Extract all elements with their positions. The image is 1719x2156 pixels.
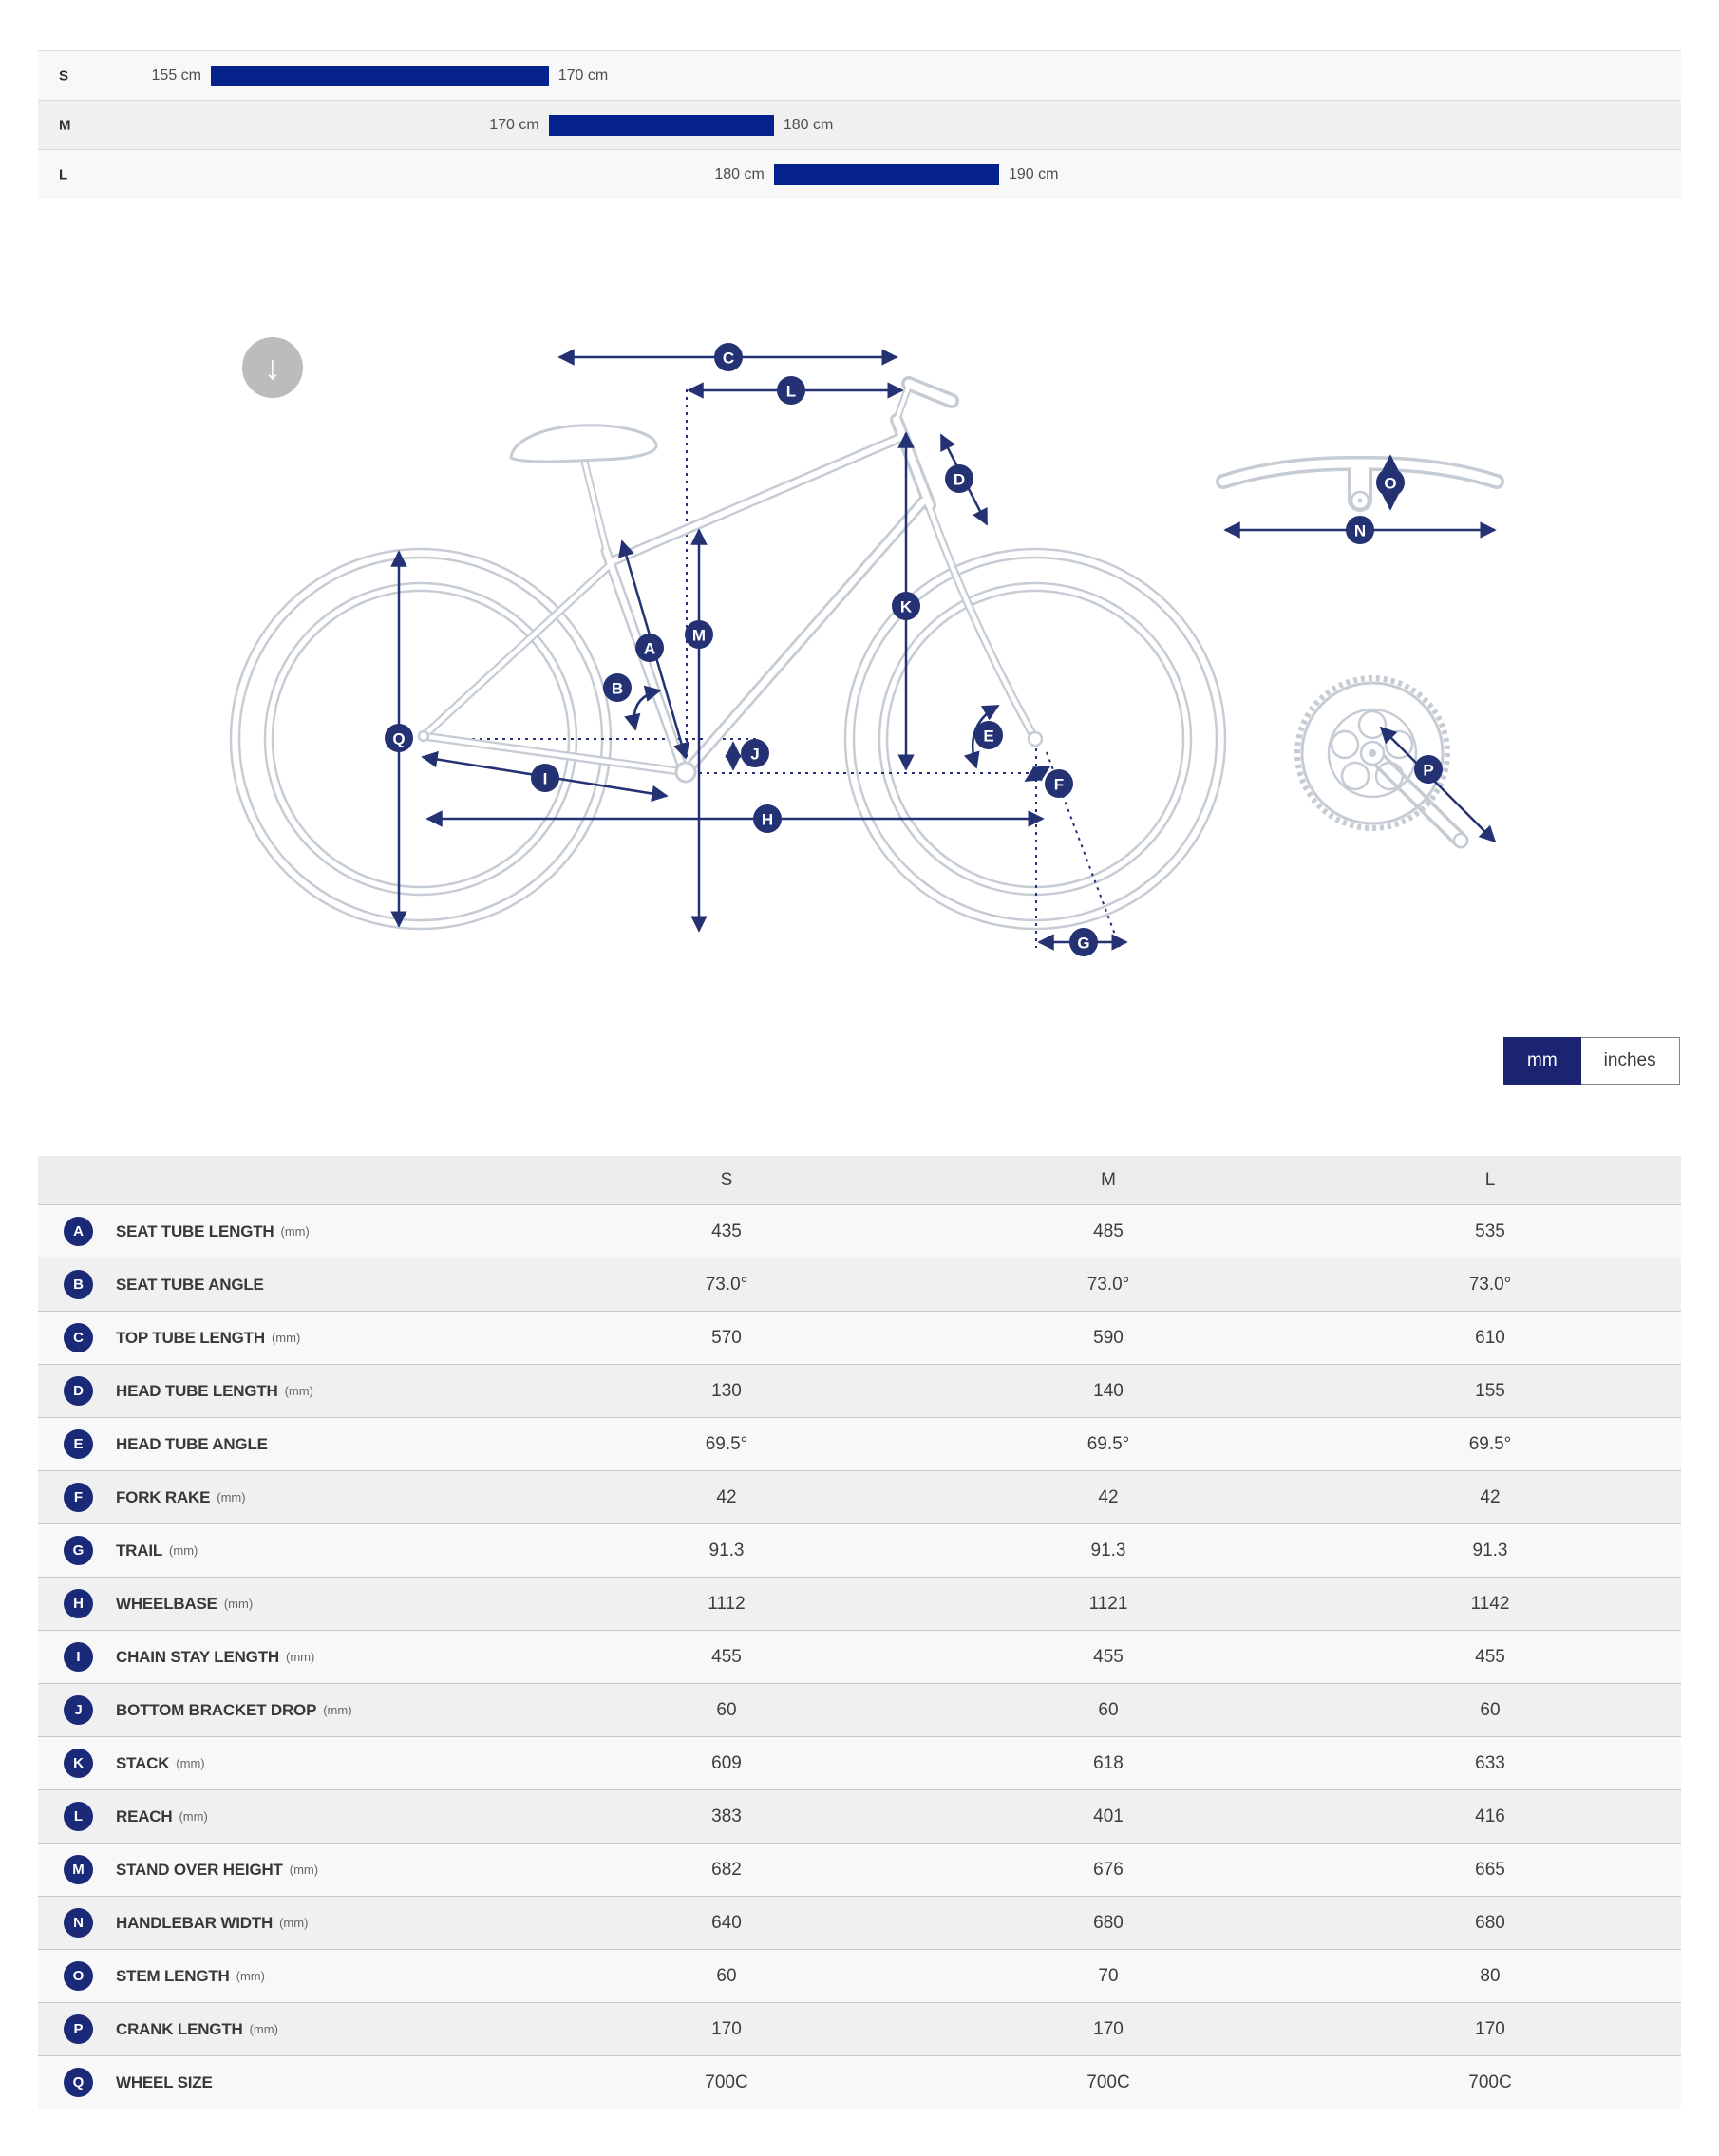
- value-H-m: 1121: [1088, 1593, 1128, 1614]
- diagram-label-C: [714, 343, 743, 371]
- diagram-label-F: [1045, 769, 1073, 798]
- size-label: M: [59, 117, 71, 133]
- value-G-s: 91.3: [708, 1540, 745, 1560]
- column-header-l: L: [1484, 1169, 1496, 1190]
- row-label-cell: [38, 1802, 536, 1831]
- column-header-s: S: [720, 1169, 733, 1190]
- row-label-cell: [38, 2068, 536, 2097]
- table-row-P: [38, 2003, 1681, 2056]
- svg-text:C: C: [722, 349, 735, 368]
- row-unit: (mm): [284, 1384, 313, 1398]
- value-J-m: 60: [1098, 1699, 1119, 1720]
- row-label-cell: [38, 1855, 536, 1884]
- diagram-label-E: [974, 721, 1003, 749]
- svg-text:Q: Q: [392, 729, 406, 748]
- range-from-label: 155 cm: [151, 66, 201, 84]
- value-J-l: 60: [1480, 1699, 1501, 1720]
- row-letter-badge: P: [64, 2014, 93, 2044]
- row-label: REACH: [116, 1806, 173, 1825]
- diagram-label-N: [1346, 516, 1374, 544]
- svg-text:P: P: [1423, 761, 1434, 780]
- row-unit: (mm): [271, 1331, 301, 1345]
- row-letter-badge: G: [64, 1536, 93, 1565]
- rider-height-section: [38, 50, 1681, 199]
- unit-option-inches[interactable]: inches: [1581, 1037, 1680, 1085]
- value-I-m: 455: [1093, 1646, 1124, 1667]
- row-letter-badge: I: [64, 1642, 93, 1672]
- row-label-cell: [38, 1908, 536, 1938]
- range-to-label: 190 cm: [1008, 165, 1059, 182]
- rider-height-row-m: [38, 101, 1681, 150]
- height-range-bar: [151, 66, 609, 86]
- range-from-label: 180 cm: [714, 165, 765, 182]
- row-letter-badge: L: [64, 1802, 93, 1831]
- value-O-m: 70: [1098, 1965, 1119, 1986]
- row-label-cell: [38, 1589, 536, 1618]
- table-row-A: [38, 1205, 1681, 1258]
- value-I-l: 455: [1475, 1646, 1505, 1667]
- row-letter-badge: H: [64, 1589, 93, 1618]
- table-row-D: [38, 1365, 1681, 1418]
- column-header-m: M: [1101, 1169, 1116, 1190]
- row-label: STAND OVER HEIGHT: [116, 1860, 283, 1879]
- value-Q-s: 700C: [705, 2071, 748, 2092]
- row-label: WHEELBASE: [116, 1594, 217, 1613]
- table-row-B: [38, 1258, 1681, 1312]
- svg-text:G: G: [1077, 934, 1090, 953]
- value-H-l: 1142: [1470, 1593, 1510, 1614]
- value-C-m: 590: [1093, 1327, 1124, 1348]
- table-row-F: [38, 1471, 1681, 1524]
- row-label-cell: [38, 2014, 536, 2044]
- row-label: CHAIN STAY LENGTH: [116, 1647, 279, 1666]
- row-letter-badge: B: [64, 1270, 93, 1299]
- range-to-label: 180 cm: [783, 116, 834, 133]
- geometry-table: [38, 1156, 1681, 2109]
- row-unit: (mm): [249, 2022, 278, 2036]
- table-row-H: [38, 1578, 1681, 1631]
- row-unit: (mm): [280, 1224, 310, 1239]
- table-row-C: [38, 1312, 1681, 1365]
- row-unit: (mm): [289, 1863, 319, 1877]
- value-D-l: 155: [1475, 1380, 1505, 1401]
- table-header-row: [38, 1156, 1681, 1205]
- diagram-label-P: [1414, 755, 1443, 784]
- diagram-label-D: [945, 464, 973, 493]
- row-label: TRAIL: [116, 1541, 163, 1560]
- value-A-m: 485: [1093, 1220, 1124, 1241]
- size-label: S: [59, 67, 69, 84]
- table-row-Q: [38, 2056, 1681, 2109]
- geometry-diagram: [142, 313, 1577, 997]
- row-label-cell: [38, 1642, 536, 1672]
- svg-text:O: O: [1384, 474, 1397, 493]
- unit-option-mm[interactable]: mm: [1503, 1037, 1581, 1085]
- value-B-s: 73.0°: [705, 1274, 748, 1295]
- row-label: HEAD TUBE ANGLE: [116, 1434, 268, 1453]
- row-label-cell: [38, 1961, 536, 1991]
- row-label-cell: [38, 1483, 536, 1512]
- svg-text:E: E: [983, 727, 994, 746]
- row-letter-badge: J: [64, 1695, 93, 1725]
- value-K-m: 618: [1093, 1752, 1124, 1773]
- value-F-l: 42: [1480, 1486, 1501, 1507]
- table-row-E: [38, 1418, 1681, 1471]
- diagram-label-H: [753, 804, 782, 833]
- value-O-s: 60: [716, 1965, 737, 1986]
- row-label: HEAD TUBE LENGTH: [116, 1381, 278, 1400]
- row-unit: (mm): [179, 1809, 208, 1824]
- row-label-cell: [38, 1270, 536, 1299]
- value-G-l: 91.3: [1472, 1540, 1508, 1560]
- table-row-I: [38, 1631, 1681, 1684]
- row-letter-badge: O: [64, 1961, 93, 1991]
- value-D-s: 130: [711, 1380, 742, 1401]
- value-F-s: 42: [716, 1486, 737, 1507]
- diagram-label-O: [1376, 468, 1405, 497]
- row-letter-badge: C: [64, 1323, 93, 1352]
- row-label: SEAT TUBE LENGTH: [116, 1221, 274, 1240]
- row-letter-badge: M: [64, 1855, 93, 1884]
- table-row-L: [38, 1790, 1681, 1844]
- svg-text:D: D: [953, 470, 966, 489]
- value-A-l: 535: [1475, 1220, 1505, 1241]
- value-P-m: 170: [1093, 2018, 1124, 2039]
- scroll-down-button[interactable]: [242, 337, 303, 398]
- row-label: TOP TUBE LENGTH: [116, 1328, 265, 1347]
- row-letter-badge: F: [64, 1483, 93, 1512]
- unit-toggle: [1503, 1037, 1680, 1085]
- value-H-s: 1112: [708, 1593, 746, 1614]
- value-D-m: 140: [1093, 1380, 1124, 1401]
- row-label-cell: [38, 1376, 536, 1406]
- down-arrow-icon: ↓: [264, 348, 281, 387]
- value-O-l: 80: [1480, 1965, 1501, 1986]
- row-letter-badge: A: [64, 1217, 93, 1246]
- value-N-l: 680: [1475, 1912, 1505, 1933]
- value-E-m: 69.5°: [1086, 1433, 1130, 1454]
- row-label: STEM LENGTH: [116, 1966, 230, 1985]
- diagram-label-Q: [385, 724, 413, 752]
- row-unit: (mm): [223, 1597, 254, 1611]
- diagram-label-I: [531, 764, 559, 792]
- row-unit: (mm): [285, 1650, 315, 1664]
- row-letter-badge: K: [64, 1749, 93, 1778]
- value-P-s: 170: [711, 2018, 742, 2039]
- component-details: [419, 426, 1467, 847]
- wheels: [231, 549, 1225, 929]
- value-G-m: 91.3: [1090, 1540, 1126, 1560]
- value-C-s: 570: [711, 1327, 742, 1348]
- row-label: SEAT TUBE ANGLE: [116, 1275, 264, 1294]
- diagram-label-K: [892, 592, 920, 620]
- row-label: STACK: [116, 1753, 170, 1772]
- diagram-label-B: [603, 673, 632, 702]
- row-unit: (mm): [176, 1756, 205, 1770]
- bike-geometry-artwork: [142, 313, 1577, 997]
- value-L-m: 401: [1093, 1806, 1124, 1826]
- diagram-label-G: [1069, 928, 1098, 956]
- row-letter-badge: E: [64, 1429, 93, 1459]
- row-unit: (mm): [217, 1490, 246, 1504]
- svg-text:B: B: [611, 679, 624, 698]
- row-label: FORK RAKE: [116, 1487, 211, 1506]
- value-F-m: 42: [1098, 1486, 1119, 1507]
- value-K-l: 633: [1475, 1752, 1505, 1773]
- row-unit: (mm): [279, 1916, 309, 1930]
- table-row-N: [38, 1897, 1681, 1950]
- row-unit: (mm): [169, 1543, 198, 1558]
- row-letter-badge: D: [64, 1376, 93, 1406]
- value-J-s: 60: [716, 1699, 737, 1720]
- svg-text:N: N: [1353, 521, 1367, 540]
- value-N-s: 640: [711, 1912, 742, 1933]
- row-label-cell: [38, 1217, 536, 1246]
- row-label: CRANK LENGTH: [116, 2019, 243, 2038]
- row-label: WHEEL SIZE: [116, 2072, 213, 2091]
- diagram-label-M: [685, 620, 713, 649]
- height-range-bar: [489, 115, 834, 136]
- value-P-l: 170: [1475, 2018, 1505, 2039]
- svg-text:F: F: [1053, 775, 1065, 794]
- value-C-l: 610: [1475, 1327, 1505, 1348]
- table-row-G: [38, 1524, 1681, 1578]
- row-letter-badge: N: [64, 1908, 93, 1938]
- range-to-label: 170 cm: [557, 66, 609, 84]
- table-row-O: [38, 1950, 1681, 2003]
- svg-text:L: L: [785, 382, 797, 401]
- value-Q-l: 700C: [1468, 2071, 1512, 2092]
- rider-height-row-s: [38, 51, 1681, 101]
- value-N-m: 680: [1093, 1912, 1124, 1933]
- svg-text:H: H: [761, 810, 774, 829]
- table-row-K: [38, 1737, 1681, 1790]
- row-unit: (mm): [236, 1969, 265, 1983]
- value-M-s: 682: [711, 1859, 742, 1880]
- diagram-label-J: [741, 739, 769, 767]
- value-I-s: 455: [711, 1646, 742, 1667]
- value-A-s: 435: [711, 1220, 742, 1241]
- value-M-l: 665: [1475, 1859, 1505, 1880]
- row-label-cell: [38, 1429, 536, 1459]
- value-K-s: 609: [711, 1752, 742, 1773]
- value-B-l: 73.0°: [1468, 1274, 1512, 1295]
- rider-height-row-l: [38, 150, 1681, 199]
- row-label: BOTTOM BRACKET DROP: [116, 1700, 317, 1719]
- row-label-cell: [38, 1536, 536, 1565]
- value-E-s: 69.5°: [705, 1433, 748, 1454]
- value-Q-m: 700C: [1086, 2071, 1130, 2092]
- range-from-label: 170 cm: [489, 116, 539, 133]
- row-label-cell: [38, 1323, 536, 1352]
- row-label: HANDLEBAR WIDTH: [116, 1913, 274, 1932]
- diagram-label-A: [635, 634, 664, 662]
- row-label-cell: [38, 1695, 536, 1725]
- row-letter-badge: Q: [64, 2068, 93, 2097]
- value-L-l: 416: [1475, 1806, 1505, 1826]
- row-label-cell: [38, 1749, 536, 1778]
- row-unit: (mm): [323, 1703, 352, 1717]
- svg-text:K: K: [899, 597, 913, 616]
- height-range-bar: [714, 164, 1059, 185]
- value-B-m: 73.0°: [1086, 1274, 1130, 1295]
- value-E-l: 69.5°: [1468, 1433, 1512, 1454]
- svg-text:M: M: [691, 626, 707, 645]
- svg-text:J: J: [750, 745, 760, 764]
- svg-text:I: I: [542, 769, 548, 788]
- table-row-J: [38, 1684, 1681, 1737]
- table-row-M: [38, 1844, 1681, 1897]
- diagram-label-L: [777, 376, 805, 405]
- svg-text:A: A: [643, 639, 656, 658]
- value-M-m: 676: [1093, 1859, 1124, 1880]
- size-label: L: [59, 166, 68, 182]
- value-L-s: 383: [711, 1806, 742, 1826]
